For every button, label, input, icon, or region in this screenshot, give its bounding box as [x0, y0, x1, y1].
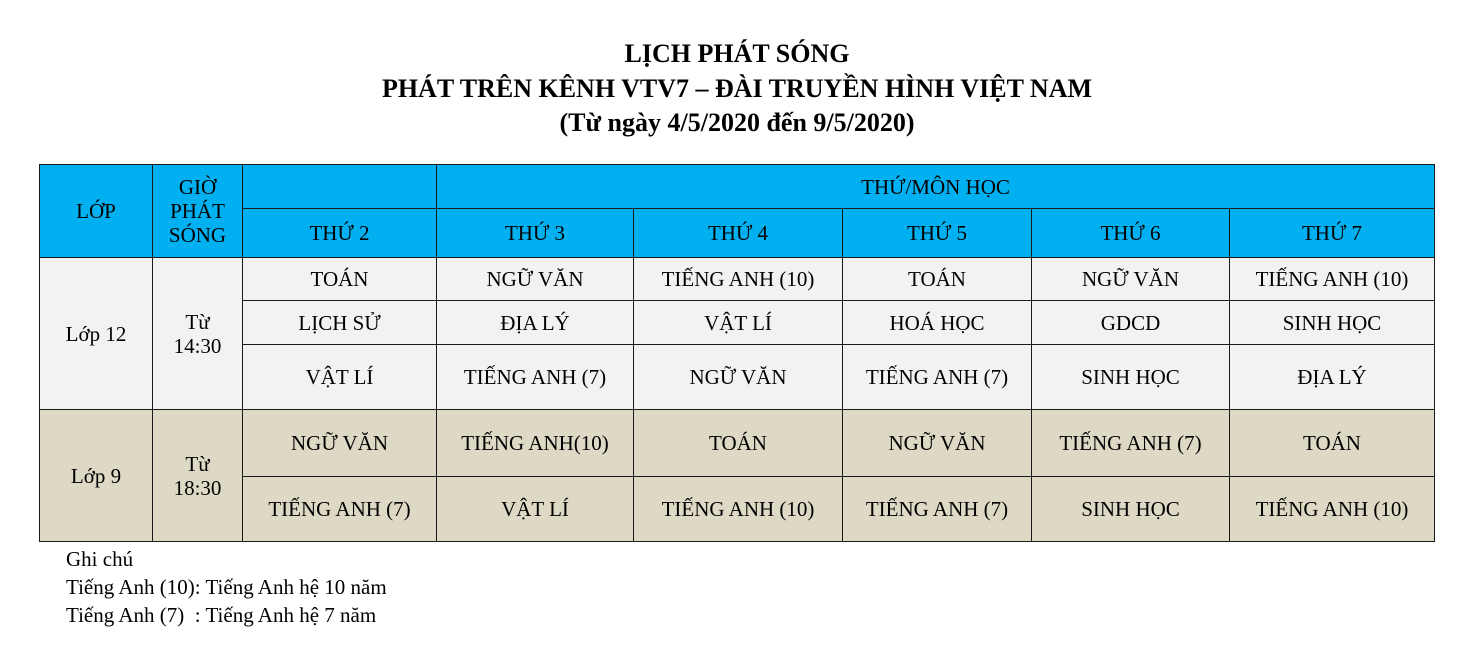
subject-cell: TIẾNG ANH (7) — [843, 477, 1032, 542]
header-airtime-line2: PHÁT — [170, 199, 225, 223]
airtime-value: 14:30 — [173, 333, 222, 358]
subject-cell: LỊCH SỬ — [243, 301, 437, 345]
airtime-value: 18:30 — [173, 475, 222, 500]
header-day: THỨ 6 — [1032, 209, 1230, 258]
page-title: LỊCH PHÁT SÓNG — [624, 39, 850, 68]
subject-cell: TOÁN — [243, 258, 437, 301]
subject-cell: SINH HỌC — [1032, 477, 1230, 542]
table-row — [40, 345, 1435, 410]
grade-12-airtime — [153, 258, 243, 410]
subject-cell: TIẾNG ANH (10) — [1230, 477, 1435, 542]
date-range: (Từ ngày 4/5/2020 đến 9/5/2020) — [559, 108, 915, 137]
header-day: THỨ 4 — [634, 209, 843, 258]
subject-cell: NGỮ VĂN — [243, 410, 437, 477]
table-row — [40, 258, 1435, 301]
page-subtitle: PHÁT TRÊN KÊNH VTV7 – ĐÀI TRUYỀN HÌNH VIỆT NAM — [381, 74, 1093, 103]
schedule-table — [39, 164, 1435, 542]
subject-cell: TIẾNG ANH (10) — [634, 258, 843, 301]
table-row — [40, 301, 1435, 345]
subject-cell: TIẾNG ANH (7) — [1032, 410, 1230, 477]
header-row-top — [40, 165, 1435, 209]
subject-cell: VẬT LÍ — [243, 345, 437, 410]
grade-9-label: Lớp 9 — [40, 410, 153, 542]
subject-cell: TIẾNG ANH (10) — [634, 477, 843, 542]
subject-cell: VẬT LÍ — [634, 301, 843, 345]
header-airtime — [153, 165, 243, 258]
table-row — [40, 477, 1435, 542]
subject-cell: VẬT LÍ — [437, 477, 634, 542]
subject-cell: TIẾNG ANH (7) — [243, 477, 437, 542]
header-airtime-line3: SÓNG — [168, 223, 227, 247]
subject-cell: TIẾNG ANH(10) — [437, 410, 634, 477]
subject-cell: TOÁN — [843, 258, 1032, 301]
subject-cell: TOÁN — [1230, 410, 1435, 477]
subject-cell: NGỮ VĂN — [634, 345, 843, 410]
subject-cell: GDCD — [1032, 301, 1230, 345]
header-day: THỨ 7 — [1230, 209, 1435, 258]
notes-section — [66, 545, 387, 629]
table-row — [40, 410, 1435, 477]
airtime-prefix: Từ — [185, 309, 210, 334]
note-line: Tiếng Anh (10): Tiếng Anh hệ 10 năm — [66, 575, 387, 599]
subject-cell: ĐỊA LÝ — [1230, 345, 1435, 410]
note-line: Tiếng Anh (7) : Tiếng Anh hệ 7 năm — [66, 603, 377, 627]
subject-cell: TIẾNG ANH (7) — [437, 345, 634, 410]
subject-cell: TIẾNG ANH (7) — [843, 345, 1032, 410]
subject-cell: SINH HỌC — [1230, 301, 1435, 345]
header-class: LỚP — [40, 165, 153, 258]
header-day: THỨ 3 — [437, 209, 634, 258]
airtime-prefix: Từ — [185, 451, 210, 476]
header-row-days — [40, 209, 1435, 258]
subject-cell: NGỮ VĂN — [1032, 258, 1230, 301]
subject-cell: SINH HỌC — [1032, 345, 1230, 410]
subject-cell: ĐỊA LÝ — [437, 301, 634, 345]
subject-cell: HOÁ HỌC — [843, 301, 1032, 345]
subject-cell: TIẾNG ANH (10) — [1230, 258, 1435, 301]
subject-cell: NGỮ VĂN — [843, 410, 1032, 477]
header-blank-cell — [243, 165, 437, 209]
header-day: THỨ 5 — [843, 209, 1032, 258]
header-airtime-line1: GIỜ — [178, 175, 217, 199]
header-day: THỨ 2 — [243, 209, 437, 258]
grade-12-label: Lớp 12 — [40, 258, 153, 410]
grade-9-airtime — [153, 410, 243, 542]
notes-heading: Ghi chú — [66, 547, 134, 571]
subject-cell: TOÁN — [634, 410, 843, 477]
subject-cell: NGỮ VĂN — [437, 258, 634, 301]
header-day-subject-group: THỨ/MÔN HỌC — [437, 165, 1435, 209]
